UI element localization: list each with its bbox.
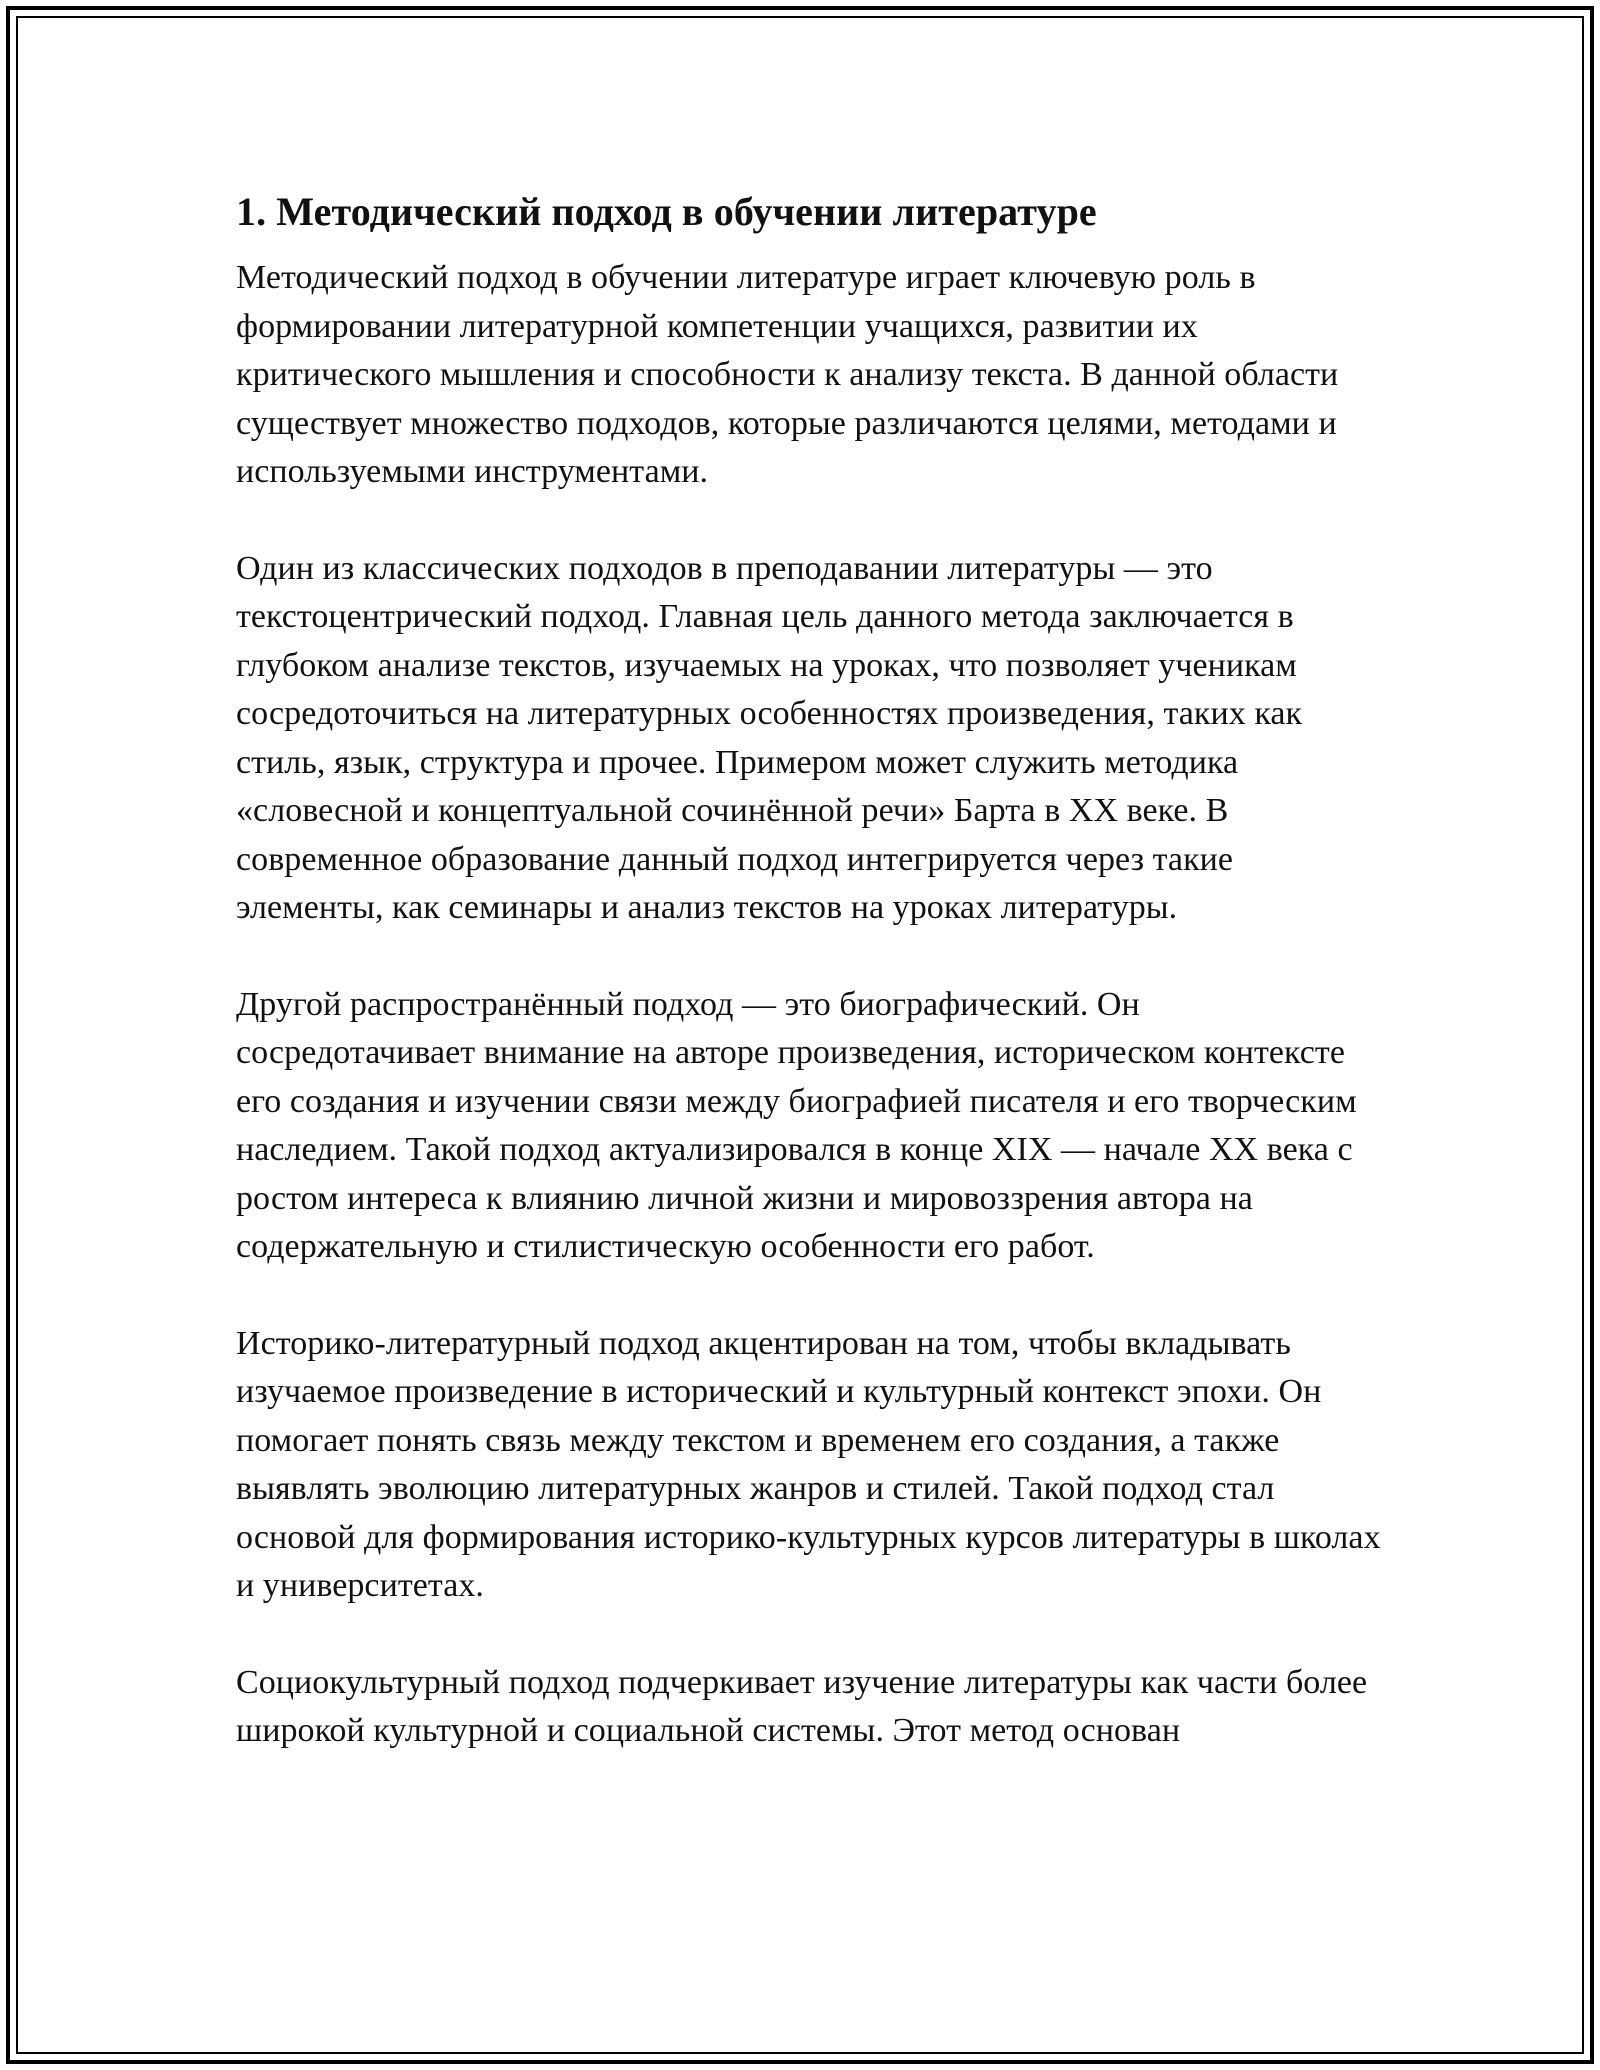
paragraph-sociocultural: Социокультурный подход подчеркивает изучение литературы как части более широкой культурной и социальной системы. Этот метод основан (236, 1663, 1368, 1749)
paragraph-text-centric: Один из классических подходов в преподавании литературы — это текстоцентрический подход. Главная цель данного метода заключается в глубоком анализе текстов, изучаемых на уроках, что позволяет ученикам сосредоточиться на литературных особенностях произведения, таких как стиль, язык, структура и прочее. Примером может служить методика «словесной и концептуальной сочинённой речи» Барта в XX веке. В современное образование данный подход интегрируется через такие элементы, как семинары и анализ текстов на уроках литературы. (236, 549, 1303, 926)
paragraph-intro: Методический подход в обучении литературе играет ключевую роль в формировании литературной компетенции учащихся, развитии их критического мышления и способности к анализу текста. В данной области существует множество подходов, которые различаются целями, методами и используемыми инструментами. (236, 259, 1339, 490)
paragraph-biographical: Другой распространённый подход — это биографический. Он сосредотачивает внимание на авторе произведения, историческом контексте его создания и изучении связи между биографией писателя и его творческим наследием. Такой подход актуализировался в конце XIX — начале XX века с ростом интереса к влиянию личной жизни и мировоззрения автора на содержательную и стилистическую особенности его работ. (236, 985, 1357, 1265)
section-heading: 1. Методический подход в обучении литературе (236, 189, 1097, 234)
paragraph-historical-literary: Историко-литературный подход акцентирован на том, чтобы вкладывать изучаемое произведение в исторический и культурный контекст эпохи. Он помогает понять связь между текстом и временем его создания, а также выявлять эволюцию литературных жанров и стилей. Такой подход стал основой для формирования историко-культурных курсов литературы в школах и университетах. (236, 1324, 1381, 1604)
document-body (236, 186, 1386, 1804)
